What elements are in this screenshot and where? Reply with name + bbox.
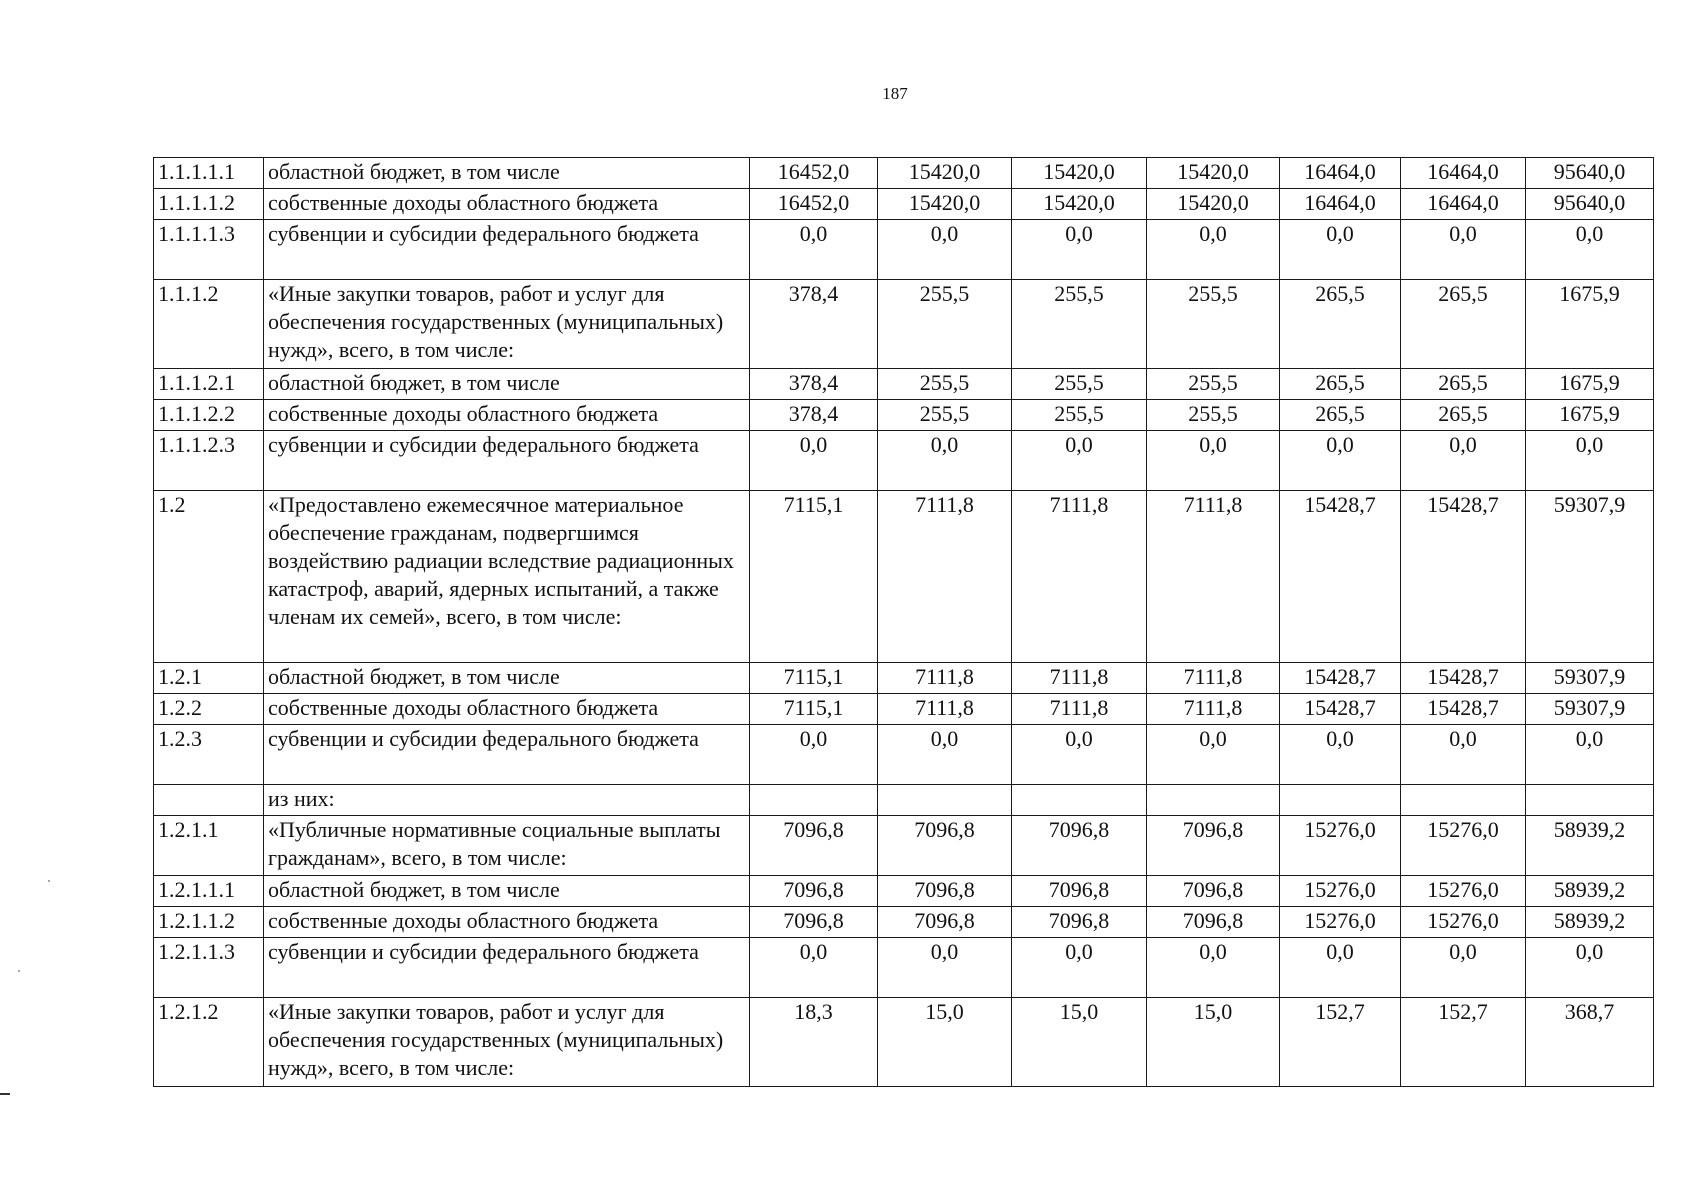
row-code: 1.2.1.1.1	[154, 876, 264, 907]
row-value: 0,0	[1526, 220, 1654, 280]
row-code: 1.1.1.2	[154, 280, 264, 369]
table-row	[154, 694, 1654, 725]
row-value: 368,7	[1526, 998, 1654, 1087]
row-value: 7096,8	[750, 816, 878, 876]
row-value: 7096,8	[878, 876, 1012, 907]
row-value: 0,0	[878, 938, 1012, 998]
row-value: 16464,0	[1401, 189, 1526, 220]
row-value: 7111,8	[878, 663, 1012, 694]
row-description: субвенции и субсидии федерального бюджета	[264, 431, 750, 491]
row-value: 0,0	[750, 431, 878, 491]
row-value: 15428,7	[1280, 694, 1401, 725]
row-value: 58939,2	[1526, 907, 1654, 938]
row-value: 7115,1	[750, 491, 878, 663]
row-value: 255,5	[878, 400, 1012, 431]
row-code	[154, 785, 264, 816]
row-value	[878, 785, 1012, 816]
row-value: 0,0	[1401, 220, 1526, 280]
row-value: 7115,1	[750, 694, 878, 725]
row-value: 15428,7	[1401, 491, 1526, 663]
row-value	[750, 785, 878, 816]
row-value: 0,0	[1280, 220, 1401, 280]
row-value: 15276,0	[1280, 907, 1401, 938]
row-value: 265,5	[1401, 369, 1526, 400]
table-row	[154, 400, 1654, 431]
row-value: 7096,8	[878, 816, 1012, 876]
row-value: 152,7	[1401, 998, 1526, 1087]
table-row	[154, 998, 1654, 1087]
table-row	[154, 938, 1654, 998]
row-code: 1.2.1.1	[154, 816, 264, 876]
row-value: 0,0	[1147, 431, 1280, 491]
row-code: 1.1.1.2.3	[154, 431, 264, 491]
row-value: 1675,9	[1526, 369, 1654, 400]
row-value: 7111,8	[1012, 663, 1147, 694]
row-description: собственные доходы областного бюджета	[264, 400, 750, 431]
row-value: 58939,2	[1526, 816, 1654, 876]
row-value: 255,5	[1012, 400, 1147, 431]
table-row	[154, 220, 1654, 280]
row-value: 15,0	[1012, 998, 1147, 1087]
row-value: 0,0	[1526, 938, 1654, 998]
row-value: 265,5	[1401, 280, 1526, 369]
row-value: 255,5	[878, 369, 1012, 400]
row-value: 0,0	[750, 938, 878, 998]
row-value: 255,5	[1012, 369, 1147, 400]
row-value: 7111,8	[1012, 491, 1147, 663]
row-value: 15420,0	[1012, 158, 1147, 189]
row-value: 0,0	[1012, 431, 1147, 491]
row-description: «Публичные нормативные социальные выплаты гражданам», всего, в том числе:	[264, 816, 750, 876]
row-value: 15,0	[878, 998, 1012, 1087]
row-value: 255,5	[1147, 280, 1280, 369]
row-value: 0,0	[878, 220, 1012, 280]
row-code: 1.2.2	[154, 694, 264, 725]
row-code: 1.1.1.1.1	[154, 158, 264, 189]
row-value: 0,0	[1280, 431, 1401, 491]
row-value: 7096,8	[750, 907, 878, 938]
row-code: 1.1.1.1.3	[154, 220, 264, 280]
row-value: 0,0	[1401, 431, 1526, 491]
row-value: 265,5	[1280, 280, 1401, 369]
row-value: 95640,0	[1526, 158, 1654, 189]
row-description: из них:	[264, 785, 750, 816]
scan-dot	[48, 880, 50, 882]
row-code: 1.2.1	[154, 663, 264, 694]
row-value: 15276,0	[1280, 816, 1401, 876]
row-value: 7096,8	[1147, 907, 1280, 938]
row-value	[1280, 785, 1401, 816]
row-code: 1.1.1.1.2	[154, 189, 264, 220]
table-row	[154, 785, 1654, 816]
row-description: собственные доходы областного бюджета	[264, 694, 750, 725]
row-value: 18,3	[750, 998, 878, 1087]
row-value: 255,5	[1147, 400, 1280, 431]
row-value: 15276,0	[1280, 876, 1401, 907]
row-description: «Иные закупки товаров, работ и услуг для обеспечения государственных (муниципальных) нужд», всего, в том числе:	[264, 280, 750, 369]
row-code: 1.2	[154, 491, 264, 663]
row-code: 1.2.1.1.2	[154, 907, 264, 938]
row-value: 15276,0	[1401, 816, 1526, 876]
row-value: 15420,0	[1012, 189, 1147, 220]
row-value: 7096,8	[1012, 816, 1147, 876]
row-value: 7111,8	[1012, 694, 1147, 725]
row-value: 0,0	[1012, 220, 1147, 280]
table-row	[154, 907, 1654, 938]
row-value: 7096,8	[1012, 876, 1147, 907]
row-value: 7096,8	[878, 907, 1012, 938]
row-value: 265,5	[1401, 400, 1526, 431]
row-value	[1401, 785, 1526, 816]
row-description: субвенции и субсидии федерального бюджета	[264, 220, 750, 280]
row-description: «Предоставлено ежемесячное материальное обеспечение гражданам, подвергшимся воздействию радиации вследствие радиационных катастроф, аварий, ядерных испытаний, а также членам их семей», всего, в том числе:	[264, 491, 750, 663]
row-description: собственные доходы областного бюджета	[264, 907, 750, 938]
row-value: 15420,0	[878, 189, 1012, 220]
table-row	[154, 431, 1654, 491]
row-value: 0,0	[1280, 938, 1401, 998]
row-value: 15428,7	[1401, 663, 1526, 694]
row-value: 59307,9	[1526, 663, 1654, 694]
row-value: 0,0	[1401, 938, 1526, 998]
row-value: 15428,7	[1401, 694, 1526, 725]
row-value: 15428,7	[1280, 663, 1401, 694]
row-value: 0,0	[1280, 725, 1401, 785]
row-description: областной бюджет, в том числе	[264, 369, 750, 400]
row-value: 15276,0	[1401, 907, 1526, 938]
row-code: 1.2.1.2	[154, 998, 264, 1087]
row-value: 16464,0	[1280, 189, 1401, 220]
table-row	[154, 816, 1654, 876]
row-description: областной бюджет, в том числе	[264, 876, 750, 907]
row-value: 0,0	[1147, 725, 1280, 785]
row-code: 1.1.1.2.1	[154, 369, 264, 400]
row-value: 15420,0	[878, 158, 1012, 189]
row-value: 0,0	[878, 431, 1012, 491]
row-value: 0,0	[1147, 220, 1280, 280]
table-row	[154, 189, 1654, 220]
row-value: 16452,0	[750, 189, 878, 220]
row-value: 152,7	[1280, 998, 1401, 1087]
table-row	[154, 491, 1654, 663]
row-value: 7096,8	[1147, 876, 1280, 907]
row-value: 7111,8	[1147, 491, 1280, 663]
row-description: субвенции и субсидии федерального бюджета	[264, 938, 750, 998]
row-value: 15428,7	[1280, 491, 1401, 663]
row-description: собственные доходы областного бюджета	[264, 189, 750, 220]
row-description: субвенции и субсидии федерального бюджета	[264, 725, 750, 785]
table-row	[154, 725, 1654, 785]
row-value: 59307,9	[1526, 694, 1654, 725]
row-value: 16464,0	[1401, 158, 1526, 189]
row-value: 15,0	[1147, 998, 1280, 1087]
row-value: 0,0	[1012, 725, 1147, 785]
table-row	[154, 876, 1654, 907]
row-value: 7115,1	[750, 663, 878, 694]
table-body	[154, 158, 1654, 1087]
row-value: 0,0	[1526, 431, 1654, 491]
row-value: 1675,9	[1526, 280, 1654, 369]
row-value: 0,0	[1401, 725, 1526, 785]
row-value: 0,0	[1147, 938, 1280, 998]
page-number: 187	[882, 84, 908, 103]
row-value: 7096,8	[1147, 816, 1280, 876]
row-value: 7111,8	[878, 694, 1012, 725]
row-value: 378,4	[750, 369, 878, 400]
row-value: 15420,0	[1147, 158, 1280, 189]
table-row	[154, 158, 1654, 189]
scan-mark	[0, 1093, 10, 1095]
row-value: 7111,8	[878, 491, 1012, 663]
row-value: 95640,0	[1526, 189, 1654, 220]
row-value: 16464,0	[1280, 158, 1401, 189]
row-description: областной бюджет, в том числе	[264, 663, 750, 694]
row-value: 15420,0	[1147, 189, 1280, 220]
table-row	[154, 369, 1654, 400]
scan-dot	[18, 970, 20, 972]
table-row	[154, 663, 1654, 694]
row-value: 0,0	[1526, 725, 1654, 785]
row-value: 59307,9	[1526, 491, 1654, 663]
row-value: 16452,0	[750, 158, 878, 189]
row-description: областной бюджет, в том числе	[264, 158, 750, 189]
row-value	[1526, 785, 1654, 816]
budget-table	[153, 157, 1654, 1087]
row-value: 7111,8	[1147, 694, 1280, 725]
row-value: 378,4	[750, 280, 878, 369]
row-value: 255,5	[1147, 369, 1280, 400]
row-value: 265,5	[1280, 400, 1401, 431]
row-value: 0,0	[878, 725, 1012, 785]
row-value: 15276,0	[1401, 876, 1526, 907]
row-value: 0,0	[750, 220, 878, 280]
row-description: «Иные закупки товаров, работ и услуг для обеспечения государственных (муниципальных) нужд», всего, в том числе:	[264, 998, 750, 1087]
row-code: 1.2.1.1.3	[154, 938, 264, 998]
table-row	[154, 280, 1654, 369]
row-value: 0,0	[1012, 938, 1147, 998]
row-value: 378,4	[750, 400, 878, 431]
row-value: 1675,9	[1526, 400, 1654, 431]
row-value: 255,5	[1012, 280, 1147, 369]
row-value: 265,5	[1280, 369, 1401, 400]
row-value	[1012, 785, 1147, 816]
row-code: 1.1.1.2.2	[154, 400, 264, 431]
row-value: 58939,2	[1526, 876, 1654, 907]
row-value: 255,5	[878, 280, 1012, 369]
row-value: 7111,8	[1147, 663, 1280, 694]
row-value	[1147, 785, 1280, 816]
row-code: 1.2.3	[154, 725, 264, 785]
row-value: 7096,8	[750, 876, 878, 907]
row-value: 7096,8	[1012, 907, 1147, 938]
row-value: 0,0	[750, 725, 878, 785]
